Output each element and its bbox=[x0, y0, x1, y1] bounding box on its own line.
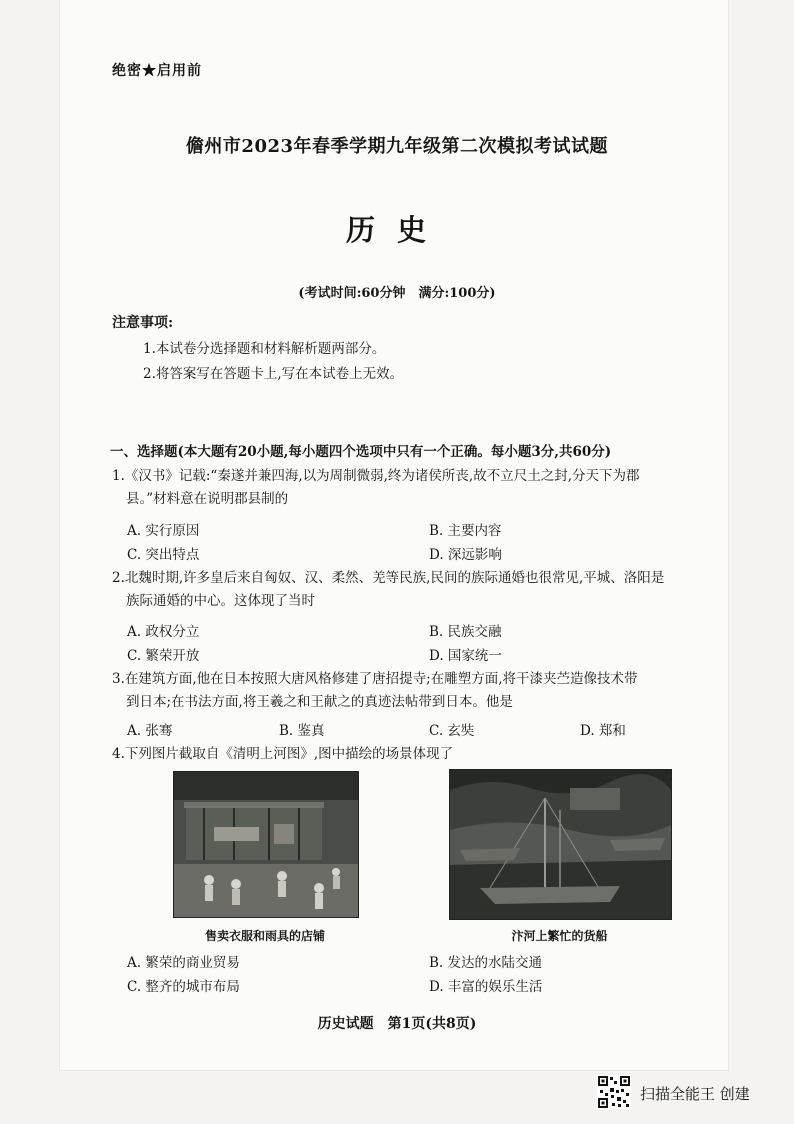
question-2-line1: 2.北魏时期,许多皇后来自匈奴、汉、柔然、羌等民族,民间的族际通婚也很常见,平城、洛阳是 bbox=[112, 570, 665, 586]
question-3-line1: 3.在建筑方面,他在日本按照大唐风格修建了唐招提寺;在雕塑方面,将干漆夹苎造像技术带 bbox=[112, 671, 638, 687]
question-1-line2: 县。”材料意在说明郡县制的 bbox=[126, 491, 289, 507]
subject-title: 历史 bbox=[345, 213, 448, 247]
page-footer: 历史试题 第1页(共8页) bbox=[317, 1016, 477, 1032]
question-1-option-b[interactable]: B. 主要内容 bbox=[429, 523, 502, 539]
question-3-option-a[interactable]: A. 张骞 bbox=[127, 723, 173, 739]
question-3-option-b[interactable]: B. 鉴真 bbox=[279, 723, 325, 739]
question-3-option-c[interactable]: C. 玄奘 bbox=[429, 723, 475, 739]
question-2-option-a[interactable]: A. 政权分立 bbox=[127, 624, 200, 640]
question-4-stem bbox=[112, 743, 716, 766]
painting-shop-illustration bbox=[174, 772, 358, 917]
painting-boat-image bbox=[449, 769, 672, 920]
question-4-option-b[interactable]: B. 发达的水陆交通 bbox=[429, 955, 543, 971]
note-item: 2.将答案写在答题卡上,写在本试卷上无效。 bbox=[143, 366, 404, 382]
question-2-option-c[interactable]: C. 繁荣开放 bbox=[127, 648, 200, 664]
question-2-option-b[interactable]: B. 民族交融 bbox=[429, 624, 502, 640]
question-1-option-d[interactable]: D. 深远影响 bbox=[429, 547, 502, 563]
painting-boat-illustration bbox=[450, 770, 671, 919]
question-1-stem bbox=[112, 465, 716, 511]
exam-info: (考试时间:60分钟 满分:100分) bbox=[298, 286, 496, 301]
question-4-option-c[interactable]: C. 整齐的城市布局 bbox=[127, 979, 240, 995]
secret-label: 绝密★启用前 bbox=[112, 63, 202, 79]
section-heading: 一、选择题(本大题有20小题,每小题四个选项中只有一个正确。每小题3分,共60分) bbox=[110, 444, 612, 460]
question-2-stem bbox=[112, 567, 716, 613]
question-1-line1: 1.《汉书》记载:“秦遂并兼四海,以为周制微弱,终为诸侯所丧,故不立尺土之封,分天下为郡 bbox=[112, 468, 640, 484]
question-2-line2: 族际通婚的中心。这体现了当时 bbox=[126, 593, 315, 609]
notes-title: 注意事项: bbox=[112, 315, 174, 331]
scanner-watermark: 扫描全能王 创建 bbox=[640, 1085, 750, 1103]
question-4-line1: 4.下列图片截取自《清明上河图》,图中描绘的场景体现了 bbox=[112, 746, 454, 762]
question-2-option-d[interactable]: D. 国家统一 bbox=[429, 648, 502, 664]
caption-boat: 汴河上繁忙的货船 bbox=[511, 929, 608, 943]
caption-shop: 售卖衣服和雨具的店铺 bbox=[204, 929, 325, 943]
question-4-option-d[interactable]: D. 丰富的娱乐生活 bbox=[429, 979, 543, 995]
question-3-stem bbox=[112, 668, 716, 714]
question-3-option-d[interactable]: D. 郑和 bbox=[580, 723, 626, 739]
question-1-option-a[interactable]: A. 实行原因 bbox=[127, 523, 200, 539]
exam-title: 儋州市2023年春季学期九年级第二次模拟考试试题 bbox=[185, 136, 609, 157]
painting-shop-image bbox=[173, 771, 359, 918]
question-1-option-c[interactable]: C. 突出特点 bbox=[127, 547, 200, 563]
qr-code-icon bbox=[597, 1075, 631, 1109]
note-item: 1.本试卷分选择题和材料解析题两部分。 bbox=[143, 341, 386, 357]
qr-code-graphic bbox=[597, 1075, 631, 1109]
question-4-option-a[interactable]: A. 繁荣的商业贸易 bbox=[127, 955, 240, 971]
question-3-line2: 到日本;在书法方面,将王羲之和王献之的真迹法帖带到日本。他是 bbox=[126, 694, 513, 710]
